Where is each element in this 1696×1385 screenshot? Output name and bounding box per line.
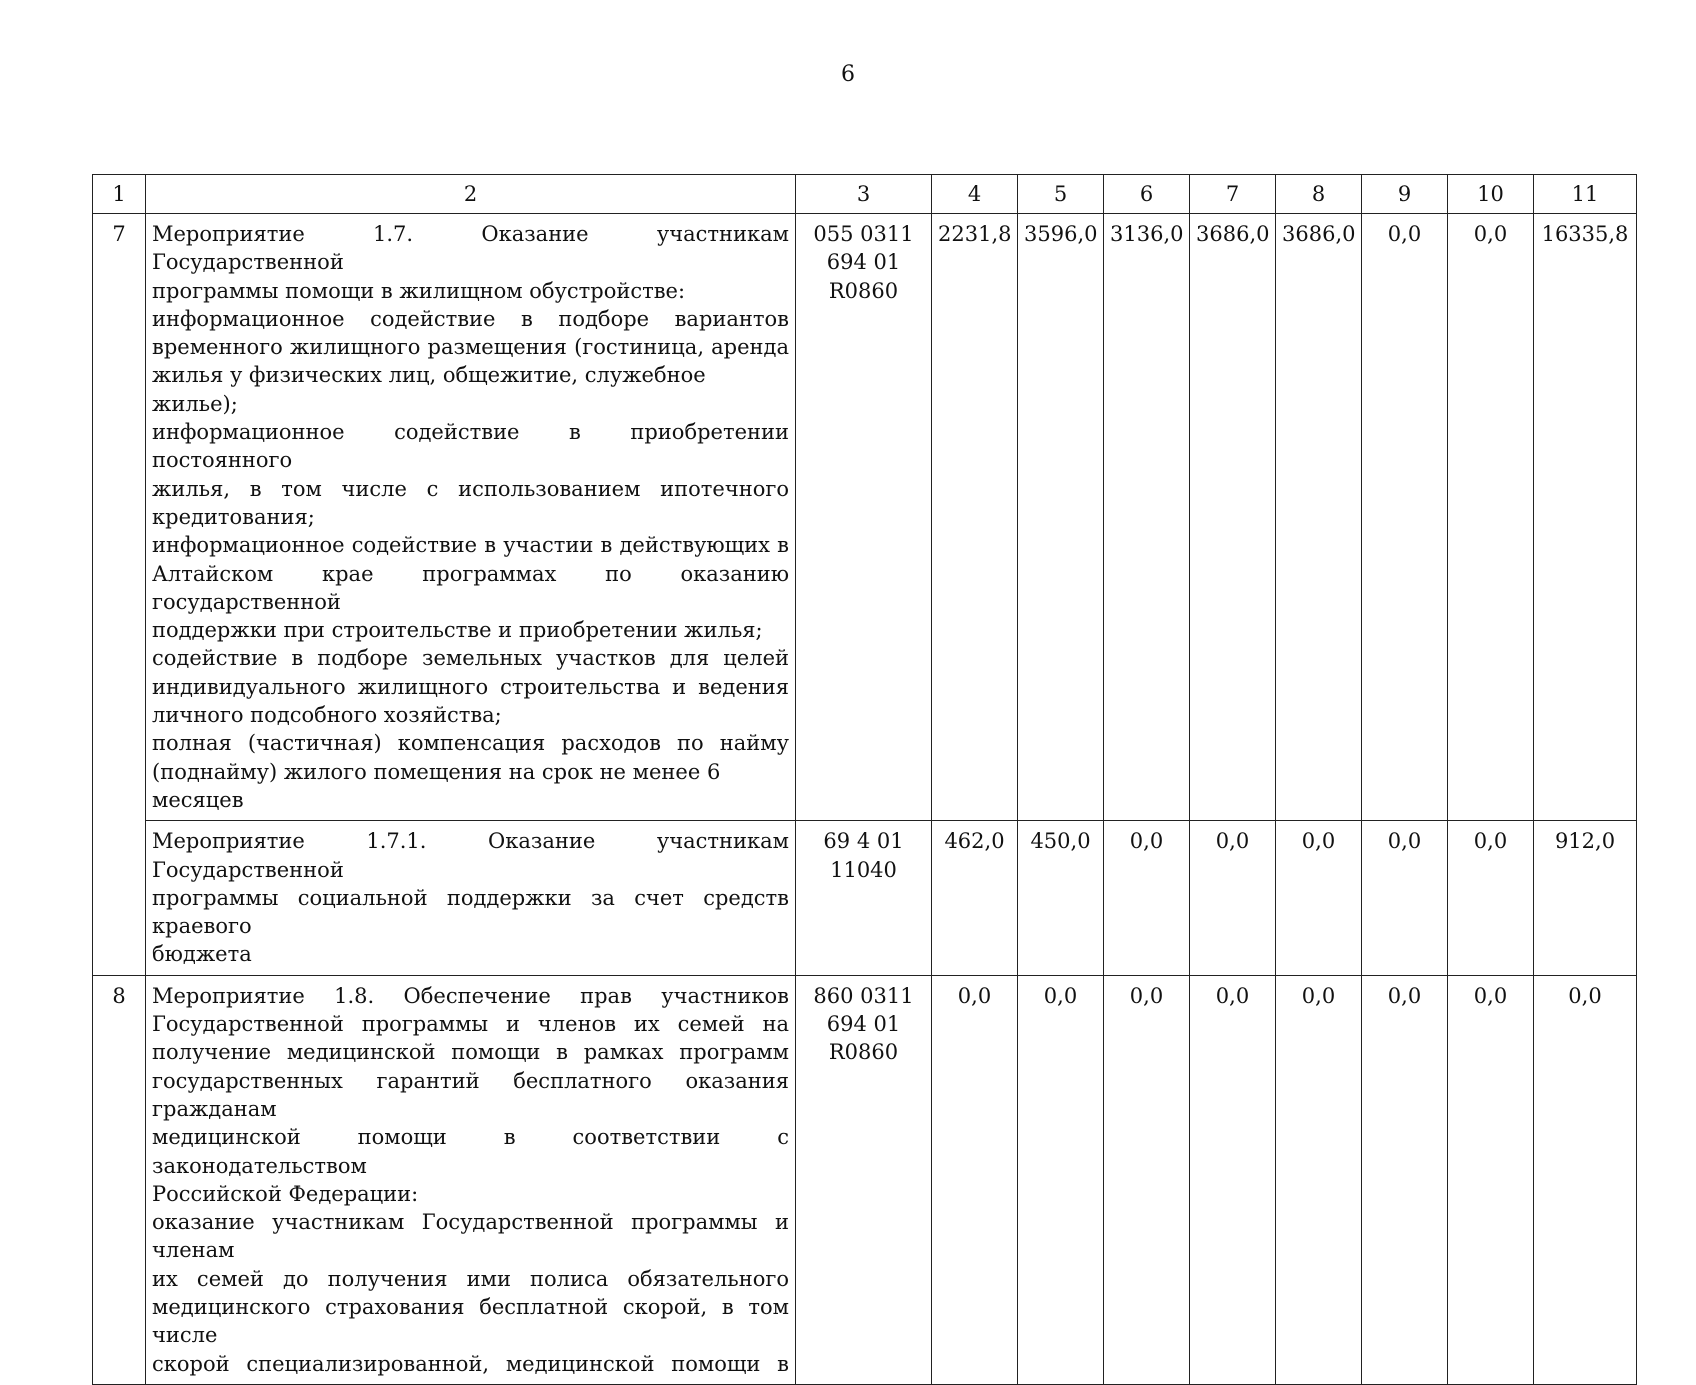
value-cell: 450,0 <box>1018 821 1104 975</box>
description-line: поддержки при строительстве и приобретении жилья; <box>152 618 763 643</box>
description-line: Алтайском крае программах по оказанию государственной <box>152 561 789 614</box>
value-cell: 0,0 <box>1104 975 1190 1384</box>
description-line: временного жилищного размещения (гостиница, аренда <box>152 335 789 360</box>
budget-code-line: 694 01 <box>826 1012 901 1037</box>
budget-code <box>796 975 932 1384</box>
description-line: бюджета <box>152 942 252 967</box>
description-line: информационное содействие в участии в действующих в <box>152 533 789 558</box>
description-line: личного подсобного хозяйства; <box>152 703 502 728</box>
value-cell: 3686,0 <box>1190 214 1276 821</box>
header-cell: 6 <box>1104 175 1190 214</box>
description-line: индивидуального жилищного строительства и ведения <box>152 674 789 699</box>
header-cell: 3 <box>796 175 932 214</box>
description-line: полная (частичная) компенсация расходов по найму <box>152 731 789 756</box>
value-cell: 0,0 <box>1104 821 1190 975</box>
value-cell: 0,0 <box>1190 975 1276 1384</box>
value-cell: 0,0 <box>1362 975 1448 1384</box>
description-line: скорой специализированной, медицинской помощи в <box>152 1351 789 1376</box>
description-line: Мероприятие 1.7.1. Оказание участникам Государственной <box>152 829 789 882</box>
budget-code-line: 69 4 01 <box>823 829 904 854</box>
budget-code-line: R0860 <box>828 1040 899 1065</box>
value-cell: 0,0 <box>1276 821 1362 975</box>
description-line: Мероприятие 1.7. Оказание участникам Государственной <box>152 222 789 275</box>
description-line: Российской Федерации: <box>152 1181 419 1206</box>
description-line: программы помощи в жилищном обустройстве: <box>152 278 686 303</box>
table-row <box>93 214 1637 821</box>
value-cell: 0,0 <box>1362 821 1448 975</box>
value-cell: 3136,0 <box>1104 214 1190 821</box>
row-number: 7 <box>93 214 146 976</box>
value-cell: 0,0 <box>1448 821 1534 975</box>
header-cell: 5 <box>1018 175 1104 214</box>
header-cell: 2 <box>146 175 796 214</box>
budget-code-line: 055 0311 <box>813 222 914 246</box>
row-number: 8 <box>93 975 146 1384</box>
program-activities-table <box>92 174 1637 1385</box>
description-line: жилья у физических лиц, общежитие, служебное жилье); <box>152 363 706 416</box>
total-value-cell: 912,0 <box>1534 821 1637 975</box>
value-cell: 3596,0 <box>1018 214 1104 821</box>
value-cell: 462,0 <box>932 821 1018 975</box>
value-cell: 0,0 <box>1448 214 1534 821</box>
header-cell: 9 <box>1362 175 1448 214</box>
header-cell: 1 <box>93 175 146 214</box>
description-line: оказание участникам Государственной программы и членам <box>152 1210 789 1263</box>
description-line: кредитования; <box>152 504 315 529</box>
description-line: содействие в подборе земельных участков для целей <box>152 646 789 671</box>
description-line: информационное содействие в приобретении постоянного <box>152 420 789 473</box>
value-cell: 0,0 <box>932 975 1018 1384</box>
description-line: программы социальной поддержки за счет средств краевого <box>152 885 789 939</box>
page-number: 6 <box>841 62 855 87</box>
header-row <box>93 175 1637 214</box>
budget-code-line: R0860 <box>828 278 899 303</box>
header-cell: 8 <box>1276 175 1362 214</box>
header-cell: 10 <box>1448 175 1534 214</box>
budget-code-line: 11040 <box>830 857 897 882</box>
table-row <box>93 821 1637 975</box>
activity-description <box>146 975 796 1384</box>
value-cell: 2231,8 <box>932 214 1018 821</box>
header-cell: 4 <box>932 175 1018 214</box>
budget-code <box>796 821 932 975</box>
table-row <box>93 975 1637 1384</box>
total-value-cell: 16335,8 <box>1534 214 1637 821</box>
description-line: Мероприятие 1.8. Обеспечение прав участников <box>152 983 789 1008</box>
total-value-cell: 0,0 <box>1534 975 1637 1384</box>
description-line: Государственной программы и членов их семей на <box>152 1012 789 1037</box>
description-line: (поднайму) жилого помещения на срок не менее 6 месяцев <box>152 759 721 812</box>
value-cell: 0,0 <box>1190 821 1276 975</box>
description-line: информационное содействие в подборе вариантов <box>152 306 789 331</box>
description-line: медицинского страхования бесплатной скорой, в том числе <box>152 1294 789 1348</box>
value-cell: 0,0 <box>1448 975 1534 1384</box>
value-cell: 0,0 <box>1018 975 1104 1384</box>
budget-code-line: 694 01 <box>826 250 901 275</box>
description-line: жилья, в том числе с использованием ипотечного <box>152 476 789 501</box>
budget-code-line: 860 0311 <box>813 983 914 1008</box>
activity-description <box>146 214 796 821</box>
value-cell: 3686,0 <box>1276 214 1362 821</box>
header-cell: 11 <box>1534 175 1637 214</box>
description-line: получение медицинской помощи в рамках программ <box>152 1040 789 1065</box>
header-cell: 7 <box>1190 175 1276 214</box>
value-cell: 0,0 <box>1276 975 1362 1384</box>
description-line: медицинской помощи в соответствии с законодательством <box>152 1125 789 1178</box>
activity-description <box>146 821 796 975</box>
description-line: их семей до получения ими полиса обязательного <box>152 1266 789 1291</box>
value-cell: 0,0 <box>1362 214 1448 821</box>
budget-code <box>796 214 932 821</box>
description-line: государственных гарантий бесплатного оказания гражданам <box>152 1068 789 1121</box>
